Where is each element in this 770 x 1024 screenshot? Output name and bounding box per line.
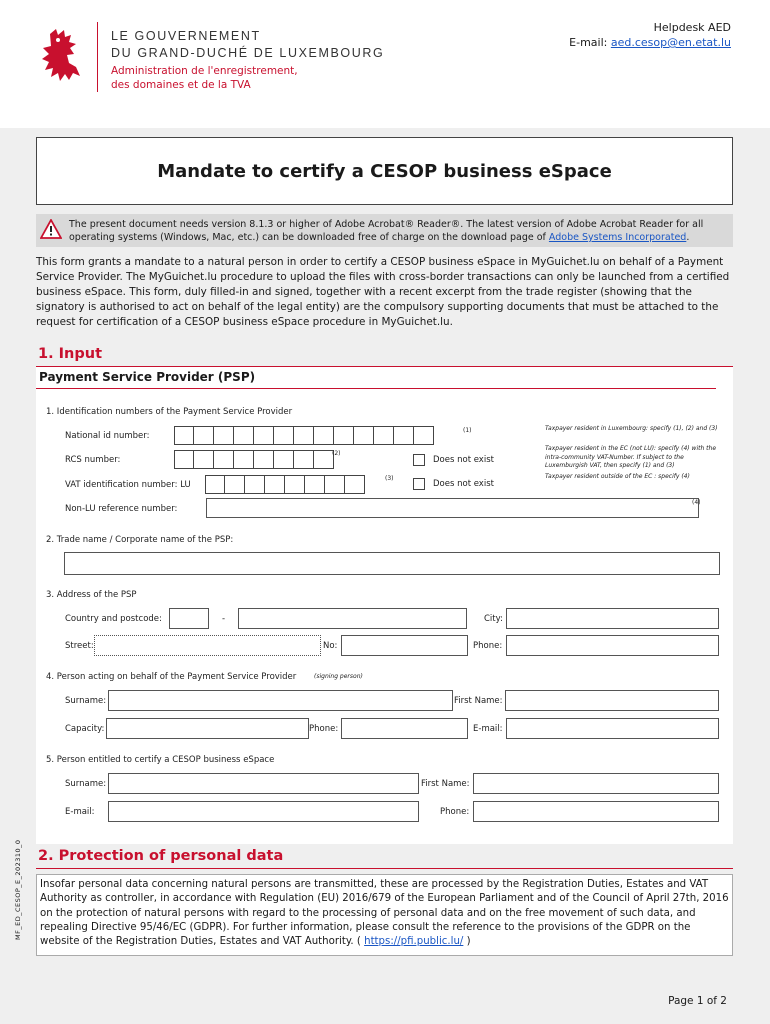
signer-capacity-label: Capacity: xyxy=(65,724,105,734)
item-4-label: 4. Person acting on behalf of the Payment Service Provider xyxy=(46,672,297,682)
gdpr-end: ) xyxy=(463,936,471,948)
country-input[interactable] xyxy=(169,608,209,629)
certifier-email-label: E-mail: xyxy=(65,807,95,817)
city-label: City: xyxy=(484,614,503,624)
section-2-title: 2. Protection of personal data xyxy=(38,848,284,864)
helpdesk-email-link[interactable]: aed.cesop@en.etat.lu xyxy=(610,36,731,49)
signer-capacity-input[interactable] xyxy=(106,718,309,739)
vat-does-not-exist-label: Does not exist xyxy=(433,479,494,489)
certifier-surname-input[interactable] xyxy=(108,773,419,794)
number-label: No: xyxy=(323,641,338,651)
page-number: Page 1 of 2 xyxy=(668,995,727,1007)
signing-person-note: (signing person) xyxy=(314,673,363,680)
section-1-title: 1. Input xyxy=(38,346,102,362)
street-label: Street: xyxy=(65,641,94,651)
gdpr-paragraph xyxy=(36,874,733,956)
certifier-surname-label: Surname: xyxy=(65,779,107,789)
warning-icon xyxy=(40,219,62,239)
form-code: MF_ED_CESOP_E_202310_0 xyxy=(14,839,22,940)
city-input[interactable] xyxy=(506,608,719,629)
item-3-label: 3. Address of the PSP xyxy=(46,590,137,600)
pfi-link[interactable]: https://pfi.public.lu/ xyxy=(364,936,464,948)
non-lu-input[interactable] xyxy=(206,498,699,518)
certifier-first-name-label: First Name: xyxy=(421,779,470,789)
number-input[interactable] xyxy=(341,635,468,656)
government-line-1: LE GOUVERNEMENT xyxy=(111,29,261,43)
psp-phone-label: Phone: xyxy=(473,641,503,651)
non-lu-label: Non-LU reference number: xyxy=(65,504,178,514)
psp-phone-input[interactable] xyxy=(506,635,719,656)
helpdesk-block xyxy=(569,20,731,50)
signer-email-input[interactable] xyxy=(506,718,719,739)
psp-panel-title: Payment Service Provider (PSP) xyxy=(39,370,256,384)
helpdesk-label: Helpdesk AED xyxy=(653,21,731,34)
item-1-label: 1. Identification numbers of the Payment Service Provider xyxy=(46,407,293,417)
acrobat-notice xyxy=(36,214,733,247)
signer-first-name-label: First Name: xyxy=(454,696,503,706)
rcs-label: RCS number: xyxy=(65,455,121,465)
vat-input[interactable] xyxy=(205,475,365,494)
vat-does-not-exist-checkbox[interactable] xyxy=(413,478,425,490)
certifier-email-input[interactable] xyxy=(108,801,419,822)
luxembourg-lion-logo xyxy=(36,26,86,84)
notice-text xyxy=(69,218,719,244)
certifier-phone-label: Phone: xyxy=(440,807,470,817)
signer-surname-input[interactable] xyxy=(108,690,453,711)
note-ec: Taxpayer resident in the EC (not LU): specify (4) with the intra-community VAT-Number. If subject to the Luxemburgish VAT, then specify (1) and (3) xyxy=(545,445,717,469)
email-prefix: E-mail: xyxy=(569,36,608,49)
psp-panel xyxy=(36,367,733,844)
national-id-input[interactable] xyxy=(174,426,434,445)
certifier-phone-input[interactable] xyxy=(473,801,719,822)
footnote-4: (4) xyxy=(692,499,701,506)
adobe-link[interactable]: Adobe Systems Incorporated xyxy=(548,232,687,243)
page-header xyxy=(0,0,770,128)
street-input[interactable] xyxy=(94,635,321,656)
postcode-input[interactable] xyxy=(238,608,467,629)
title-box xyxy=(36,137,733,205)
signer-first-name-input[interactable] xyxy=(505,690,719,711)
document-title: Mandate to certify a CESOP business eSpace xyxy=(157,160,612,182)
note-outside-ec: Taxpayer resident outside of the EC : specify (4) xyxy=(545,473,690,480)
item-5-label: 5. Person entitled to certify a CESOP business eSpace xyxy=(46,755,275,765)
national-id-label: National id number: xyxy=(65,431,150,441)
country-postcode-label: Country and postcode: xyxy=(65,614,162,624)
postcode-dash: - xyxy=(222,614,226,624)
gdpr-text: Insofar personal data concerning natural persons are transmitted, these are processed by the Registration Duties, Estates and VAT Authority as controller, in accordance with Regulation (EU) 2016/679 of the European Parliament and of the Council of April 27th, 2016 on the protection of natural persons with regard to the processing of personal data and on the free movement of such data, and repealing Directive 95/46/EC (GDPR). For further information, please consult the reference to the provisions of the GDPR on the website of the Registration Duties, Estates and VAT Authority. ( xyxy=(40,879,729,948)
footnote-3: (3) xyxy=(385,475,394,482)
notice-body: The present document needs version 8.1.3 or higher of Adobe Acrobat® Reader®. The latest version of Adobe Acrobat Reader for all operating systems (Windows, Mac, etc.) can be downloaded free of charge on the download page of xyxy=(69,219,704,243)
rcs-does-not-exist-checkbox[interactable] xyxy=(413,454,425,466)
footnote-1: (1) xyxy=(463,427,472,434)
item-2-label: 2. Trade name / Corporate name of the PSP: xyxy=(46,535,234,545)
notice-end: . xyxy=(686,232,690,243)
signer-phone-input[interactable] xyxy=(341,718,468,739)
signer-surname-label: Surname: xyxy=(65,696,107,706)
vat-label: VAT identification number: LU xyxy=(65,480,191,490)
government-line-2: DU GRAND-DUCHÉ DE LUXEMBOURG xyxy=(111,46,385,60)
rcs-does-not-exist-label: Does not exist xyxy=(433,455,494,465)
intro-paragraph: This form grants a mandate to a natural person in order to certify a CESOP business eSpace in MyGuichet.lu on behalf of a Payment Service Provider. The MyGuichet.lu procedure to upload the files with cross-border transactions can only be launched from a certified business eSpace. This form, duly filled-in and signed, together with a recent excerpt from the trade register (showing that the signatory is authorised to act on behalf of the legal entity) are the compulsory supporting documents that must be attached to the request for certification of a CESOP business eSpace procedure in MyGuichet.lu. xyxy=(36,256,730,328)
header-divider xyxy=(97,22,98,92)
administration-line-2: des domaines et de la TVA xyxy=(111,79,251,91)
note-luxembourg: Taxpayer resident in Luxembourg: specify (1), (2) and (3) xyxy=(545,425,718,432)
rcs-input[interactable] xyxy=(174,450,334,469)
section-2-rule xyxy=(36,868,733,869)
administration-line-1: Administration de l'enregistrement, xyxy=(111,65,298,77)
psp-panel-rule xyxy=(36,388,716,389)
footnote-2: (2) xyxy=(332,450,341,457)
certifier-first-name-input[interactable] xyxy=(473,773,719,794)
trade-name-input[interactable] xyxy=(64,552,720,575)
signer-phone-label: Phone: xyxy=(309,724,339,734)
signer-email-label: E-mail: xyxy=(473,724,503,734)
